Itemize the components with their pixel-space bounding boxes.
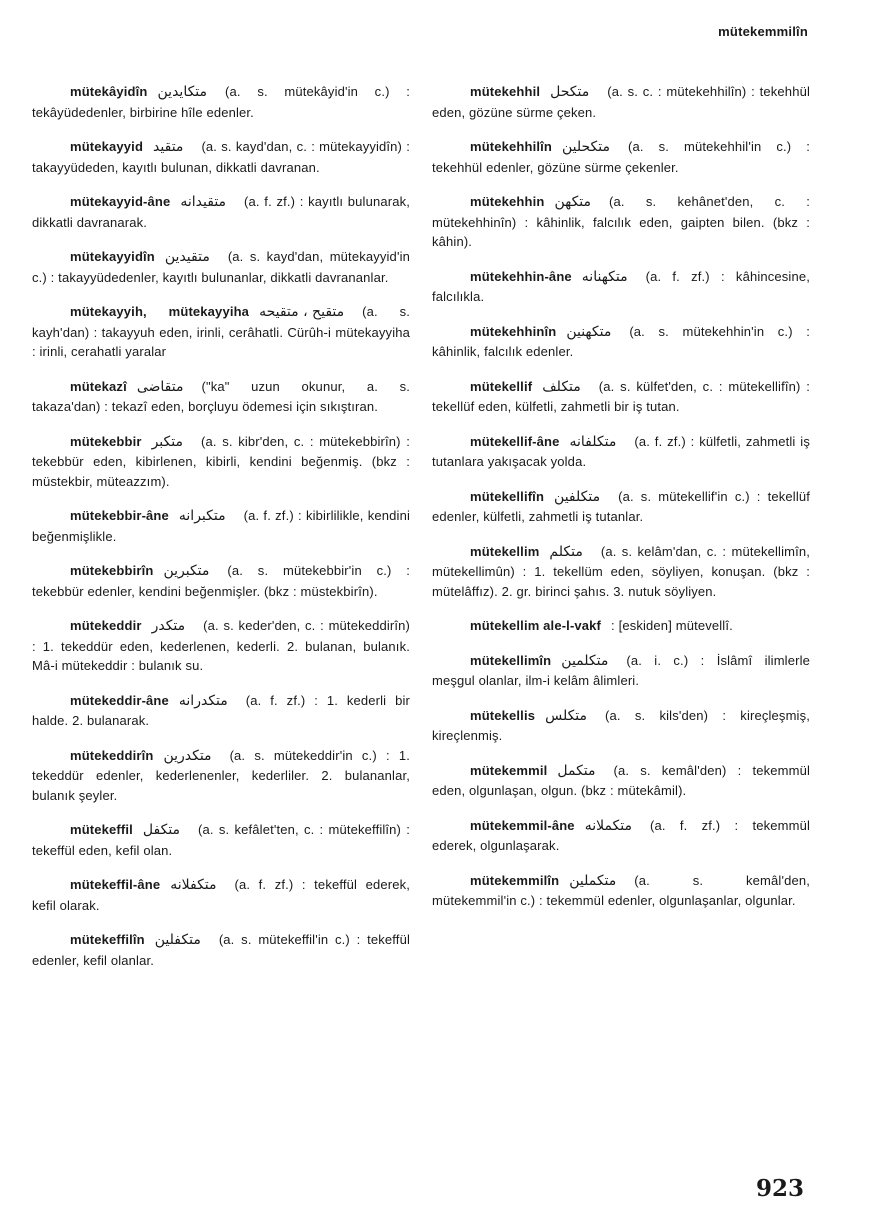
entry-definition: (a. s. kayh'dan) : takayyuh eden, irinli, cerâhatli. Cürûh-i mütekayyiha : irinli, cerahatli yaralar bbox=[32, 304, 411, 359]
dictionary-entry bbox=[432, 267, 810, 307]
entry-headword: mütekeddir-âne bbox=[70, 692, 169, 708]
dictionary-entry bbox=[32, 506, 410, 546]
entry-definition: (a. f. zf.) : kayıtlı bulunarak, dikkatli davranarak. bbox=[32, 194, 410, 230]
dictionary-entry bbox=[432, 82, 810, 122]
entry-headword: mütekehhil bbox=[470, 84, 541, 99]
entry-headword: mütekâyidîn bbox=[70, 84, 148, 99]
entry-definition: (a. f. zf.) : kâhincesine, falcılıkla. bbox=[432, 268, 810, 304]
entry-headword: mütekemmil-âne bbox=[470, 817, 575, 833]
dictionary-entry bbox=[432, 192, 810, 252]
dictionary-entry bbox=[32, 82, 410, 122]
entry-arabic-script: متكلمين bbox=[561, 652, 609, 669]
entry-arabic-script: متكبر bbox=[151, 433, 183, 450]
dictionary-entry bbox=[32, 820, 410, 860]
dictionary-entry bbox=[432, 651, 810, 691]
dictionary-entry bbox=[432, 706, 810, 746]
entry-arabic-script: متقيدين bbox=[164, 249, 210, 265]
dictionary-entry bbox=[32, 875, 410, 915]
entry-arabic-script: متقيد bbox=[153, 139, 184, 155]
entry-arabic-script: متكدر bbox=[151, 618, 186, 634]
entry-arabic-script: متقاضى bbox=[136, 378, 184, 395]
entry-arabic-script: متكبرين bbox=[163, 563, 210, 579]
entry-arabic-script: متكهنين bbox=[566, 323, 612, 340]
entry-definition: (a. s. kayd'dan, mütekayyid'in c.) : takayyüdedenler, kayıtlı bulunanlar, dikkatli davrananlar. bbox=[32, 249, 410, 285]
entry-definition: (a. s. kils'den) : kireçleşmiş, kireçlenmiş. bbox=[432, 707, 810, 743]
entry-definition: (a. s. mütekeddir'in c.) : 1. tekeddür edenler, kederlenenler, kederliler. 2. bulananlar, bulanık şeyler. bbox=[32, 747, 410, 803]
entry-headword: mütekebbir-âne bbox=[70, 508, 169, 523]
dictionary-entry bbox=[32, 247, 410, 287]
entry-definition: (a. s. kibr'den, c. : mütekebbirîn) : tekebbür eden, kibirlenen, kibirli, kendini beğenmiş. (bkz : müstekbir, müteazzım). bbox=[32, 433, 410, 489]
page-number: 923 bbox=[755, 1175, 804, 1202]
entry-arabic-script: متكملين bbox=[569, 872, 617, 889]
entry-headword: mütekayyid bbox=[70, 139, 144, 154]
entry-headword: mütekehhin bbox=[470, 194, 545, 209]
entry-arabic-script: متكايدين bbox=[157, 84, 208, 100]
dictionary-entry bbox=[32, 302, 410, 362]
entry-headword: mütekellifîn bbox=[470, 488, 545, 504]
entry-arabic-script: متكملانه bbox=[584, 817, 633, 834]
entry-headword: mütekazî bbox=[70, 378, 127, 394]
entry-arabic-script: متكهنانه bbox=[581, 268, 628, 285]
dictionary-entry bbox=[32, 746, 410, 806]
dictionary-entry bbox=[432, 137, 810, 177]
entry-definition: (a. s. mütekehhil'in c.) : tekehhül edenler, gözüne sürme çekenler. bbox=[432, 139, 810, 175]
entry-arabic-script: متكفل bbox=[142, 822, 181, 838]
entry-headword: mütekeffil bbox=[70, 822, 133, 837]
entry-headword: mütekeddir bbox=[70, 618, 142, 633]
entry-definition: (a. s. mütekâyid'in c.) : tekâyüdedenler, birbirine hîle edenler. bbox=[32, 84, 410, 120]
entry-headword: mütekemmilîn bbox=[470, 872, 560, 888]
entry-headword: mütekebbirîn bbox=[70, 563, 154, 578]
entry-headword: mütekellif-âne bbox=[470, 433, 560, 449]
entry-arabic-script: متقيح ، متقيحه bbox=[259, 304, 345, 320]
entry-headword: mütekehhilîn bbox=[470, 139, 552, 154]
page-header: mütekemmilîn bbox=[718, 24, 808, 39]
dictionary-entry bbox=[32, 377, 410, 417]
entry-definition: (a. s. kemâl'den, mütekemmil'in c.) : tekemmül edenler, olgunlaşanlar, olgunlar. bbox=[432, 872, 810, 908]
dictionary-entry bbox=[32, 930, 410, 970]
entry-definition: (a. f. zf.) : külfetli, zahmetli iş tutanlara yakışacak yolda. bbox=[432, 433, 810, 469]
dictionary-entry bbox=[432, 432, 810, 472]
entry-definition: (a. f. zf.) : 1. kederli bir halde. 2. bulanarak. bbox=[32, 692, 410, 728]
entry-arabic-script: متكلم bbox=[549, 543, 583, 560]
dictionary-entry bbox=[432, 322, 810, 362]
entry-headword: mütekellim ale-l-vakf bbox=[470, 618, 602, 633]
dictionary-entry bbox=[432, 377, 810, 417]
entry-arabic-script: متكبرانه bbox=[178, 508, 226, 524]
entry-headword: mütekemmil bbox=[470, 762, 548, 778]
dictionary-entry bbox=[32, 432, 410, 492]
dictionary-entry bbox=[32, 691, 410, 731]
entry-definition: ("ka" uzun okunur, a. s. takaza'dan) : tekazî eden, borçluyu ödemesi için sıkıştıran. bbox=[32, 378, 410, 414]
entry-definition: (a. s. kemâl'den) : tekemmül eden, olgunlaşan, olgun. (bkz : mütekâmil). bbox=[432, 762, 810, 798]
entry-definition: (a. s. mütekehhin'in c.) : kâhinlik, falcılık edenler. bbox=[432, 323, 810, 359]
entry-headword: mütekeffilîn bbox=[70, 932, 145, 947]
entry-definition: (a. s. kefâlet'ten, c. : mütekeffilîn) : tekeffül eden, kefil olan. bbox=[32, 822, 410, 858]
entry-headword: mütekellimîn bbox=[470, 652, 552, 668]
column-left bbox=[32, 82, 410, 985]
entry-arabic-script: متكحل bbox=[550, 84, 590, 100]
entry-arabic-script: متكفلين bbox=[154, 932, 201, 948]
entry-definition: (a. s. keder'den, c. : mütekeddirîn) : 1. tekeddür eden, kederlenen, kederli. 2. bulanan, bulanık. Mâ-i mütekeddir : bulanık su. bbox=[32, 618, 410, 673]
entry-definition: (a. s. mütekebbir'in c.) : tekebbür edenler, kendini beğenmişler. (bkz : müstekbirîn). bbox=[32, 563, 410, 599]
entry-definition: (a. f. zf.) : tekemmül ederek, olgunlaşarak. bbox=[432, 817, 810, 853]
entry-headword: mütekebbir bbox=[70, 433, 142, 449]
entry-definition: (a. f. zf.) : kibirlilikle, kendini beğenmişlikle. bbox=[32, 508, 410, 544]
entry-arabic-script: متكفلانه bbox=[170, 877, 217, 893]
dictionary-entry bbox=[432, 487, 810, 527]
entry-arabic-script: متكدرين bbox=[163, 747, 212, 764]
entry-arabic-script: متكلفانه bbox=[569, 433, 617, 450]
entry-definition: (a. s. c. : mütekehhilîn) : tekehhül eden, gözüne sürme çeken. bbox=[432, 84, 810, 120]
dictionary-entry bbox=[32, 192, 410, 232]
entry-headword: mütekellis bbox=[470, 707, 536, 723]
entry-definition: : [eskiden] mütevellî. bbox=[611, 618, 733, 633]
entry-definition: (a. s. kehânet'den, c. : mütekehhinîn) : kâhinlik, falcılık eden, gaipten bilen. (bkz : kâhin). bbox=[432, 194, 810, 249]
entry-definition: (a. s. kayd'dan, c. : mütekayyidîn) : takayyüdeden, kayıtlı bulunan, dikkatli davranan. bbox=[32, 139, 410, 175]
dictionary-entry bbox=[32, 561, 410, 601]
dictionary-entry bbox=[432, 761, 810, 801]
dictionary-entry bbox=[432, 542, 810, 602]
entry-headword: mütekehhin-âne bbox=[470, 268, 572, 284]
entry-definition: (a. s. mütekeffil'in c.) : tekeffül edenler, kefil olanlar. bbox=[32, 932, 410, 968]
entry-headword: mütekellif bbox=[470, 378, 533, 394]
entry-headword: mütekayyid-âne bbox=[70, 194, 171, 209]
entry-arabic-script: متقيدانه bbox=[180, 194, 227, 210]
entry-arabic-script: متكهن bbox=[554, 194, 592, 210]
dictionary-entry bbox=[432, 616, 810, 636]
entry-arabic-script: متكلس bbox=[545, 707, 588, 724]
dictionary-entry bbox=[432, 871, 810, 911]
entry-headword: mütekehhinîn bbox=[470, 323, 557, 339]
dictionary-entry bbox=[32, 616, 410, 676]
entry-definition: (a. s. külfet'den, c. : mütekellifîn) : tekellüf eden, külfetli, zahmetli bir iş tutan. bbox=[432, 378, 810, 414]
entry-arabic-script: متكمل bbox=[557, 762, 596, 779]
entry-definition: (a. s. kelâm'dan, c. : mütekellimîn, mütekellimûn) : 1. tekellüm eden, söyliyen, konuşan. (bkz : mütelâffız). 2. gr. birinci şahıs. 3. nutuk söyliyen. bbox=[432, 543, 810, 599]
entry-headword: mütekeddirîn bbox=[70, 747, 154, 763]
column-right bbox=[432, 82, 810, 926]
entry-headword: mütekeffil-âne bbox=[70, 877, 161, 892]
entry-arabic-script: متكدرانه bbox=[178, 692, 228, 709]
entry-definition: (a. f. zf.) : tekeffül ederek, kefil olarak. bbox=[32, 877, 410, 913]
entry-arabic-script: متكحلين bbox=[561, 139, 610, 155]
entry-definition: (a. s. mütekellif'in c.) : tekellüf edenler, külfetli, zahmetli iş tutanlar. bbox=[432, 488, 810, 524]
dictionary-entry bbox=[32, 137, 410, 177]
entry-definition: (a. i. c.) : İslâmî ilimlerle meşgul olanlar, ilm-i kelâm âlimleri. bbox=[432, 652, 810, 688]
entry-arabic-script: متكلف bbox=[542, 378, 581, 395]
entry-headword: mütekellim bbox=[470, 543, 540, 559]
entry-headword: mütekayyih, mütekayyiha bbox=[70, 304, 250, 319]
dictionary-entry bbox=[432, 816, 810, 856]
entry-arabic-script: متكلفين bbox=[554, 488, 601, 505]
entry-headword: mütekayyidîn bbox=[70, 249, 155, 264]
